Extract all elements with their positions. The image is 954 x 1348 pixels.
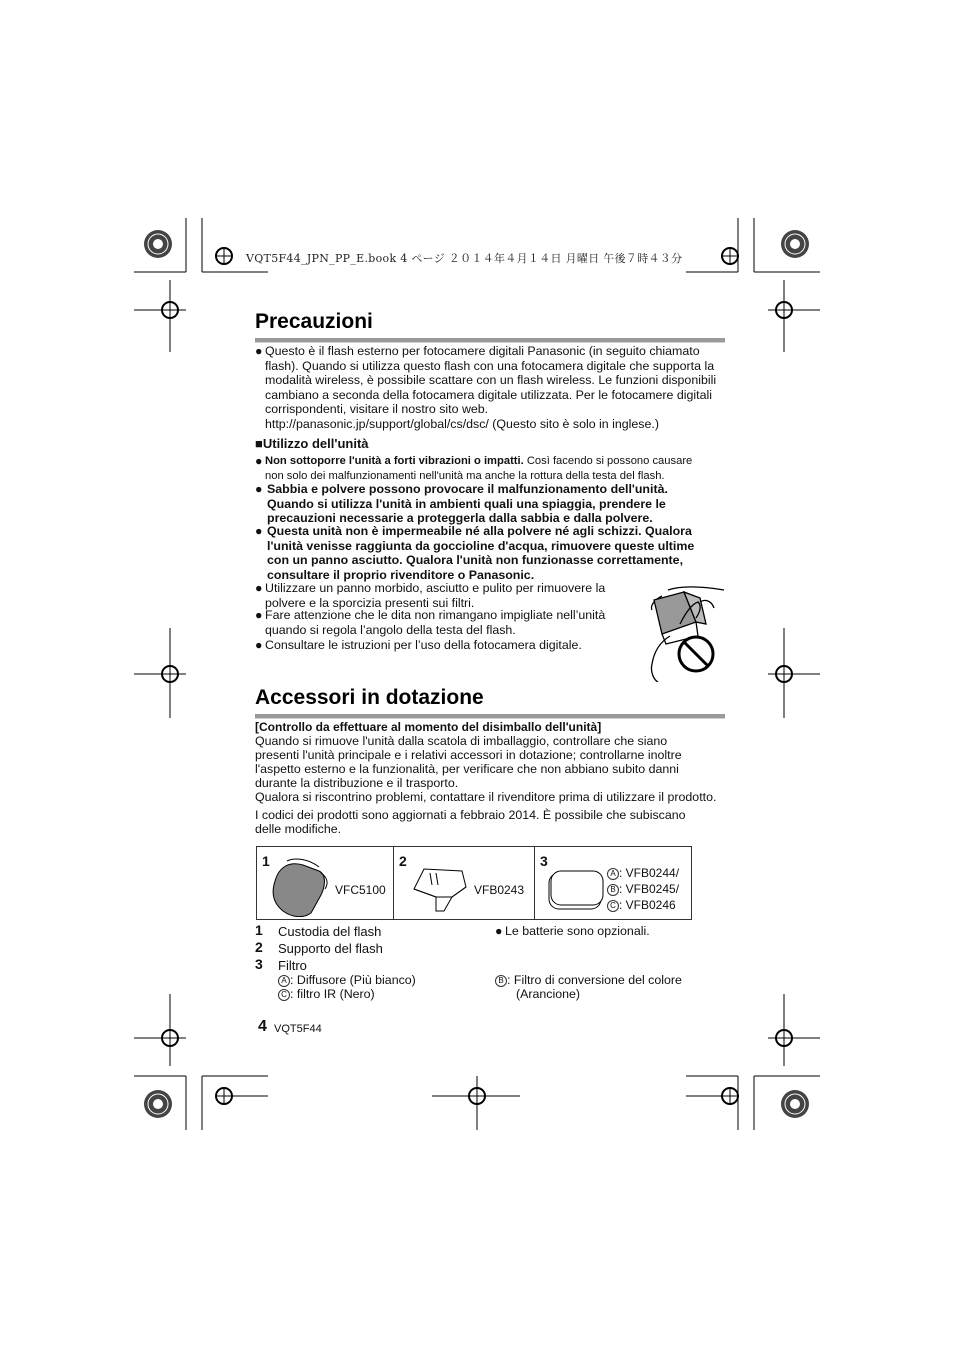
accessory-cell-2: 2 VFB0243 [394,847,535,920]
intro-bullet [255,344,725,432]
accessory-cell-3: 3 A : VFB0244/ B : VFB0245/ C : VFB0246 [535,847,692,920]
check-heading: [Controllo da effettuare al momento del disimballo dell'unità] [255,720,602,734]
bullet-icon: ● [255,344,263,358]
bullet-6: ● Consultare le istruzioni per l’uso della fotocamera digitale. [255,638,582,652]
bullet-3: ● Questa unità non è impermeabile né alla polvere né agli schizzi. Qualora l'unità venisse raggiunta da goccioline d'acqua, rimuovere queste ultime con un panno asciutto. Qualora l'unità non funzionasse correttamente, consultare il proprio rivenditore o Panasonic. [255,524,695,582]
batteries-note: ● Le batterie sono opzionali. [495,924,650,938]
bullet-icon: ● [255,482,263,496]
list-item-1: Custodia del flash [278,924,382,939]
square-icon: ■ [255,436,263,451]
title-rule [255,338,725,343]
subheading [255,436,369,451]
bullet-5: ● Fare attenzione che le dita non rimangano impigliate nell’unità quando si regola l’angolo della testa del flash. [255,608,606,637]
bullet-icon: ● [255,638,263,652]
precauzioni-title: Precauzioni [255,310,373,333]
bullet-icon: ● [255,608,263,622]
finger-caution-illustration [640,582,728,682]
list-number-3: 3 [255,956,263,972]
list-item-2: Supporto del flash [278,941,383,956]
intro-text: Questo è il flash esterno per fotocamere digitali Panasonic (in seguito chiamato flash). Quando si utilizza questo flash con una fotocamera digitale che supporta la modalità wireless, è possibile scattare con un flash wireless. Le funzioni disponibili cambiano a seconda della fotocamera digitale utilizzata. Per le fotocamere digitali corrispondenti, visitare il nostro sito web. [265,344,717,417]
bullet-1: ● Non sottoporre l'unità a forti vibrazioni o impatti. Così facendo si possono causare non solo dei malfunzionamenti nell'unità ma anche la rottura della testa del flash. [255,454,693,482]
accessories-table [256,846,692,920]
page-number: 4 [258,1018,267,1035]
list-number-2: 2 [255,939,263,955]
filter-illustration [545,867,609,913]
filter-b-desc: B : Filtro di conversione del colore (Arancione) [495,973,682,1001]
filter-a-desc: A : Diffusore (Più bianco) [278,973,416,987]
accessory-cell-1: 1 VFC5100 [257,847,394,920]
codes-paragraph: I codici dei prodotti sono aggiornati a febbraio 2014. È possibile che subiscano delle modifiche. [255,808,686,836]
flash-case-illustration [265,855,335,917]
bullet-icon: ● [255,454,263,468]
bullet-4: ● Utilizzare un panno morbido, asciutto e pulito per rimuovere la polvere e la sporcizia presenti sui filtri. [255,581,606,610]
circled-letter-b: B [607,884,619,896]
accessori-title: Accessori in dotazione [255,686,484,709]
check-paragraph: Quando si rimuove l'unità dalla scatola di imballaggio, controllare che siano presenti l'unità principale e i relativi accessori in dotazione; controllarne inoltre l'aspetto esterno e la funzionalità, per verificare che non abbiano subito danni durante la distribuzione e il trasporto. Qualora si riscontrino problemi, contattare il rivenditore prima di utilizzare il prodotto. [255,734,717,804]
bullet-icon: ● [255,524,263,538]
title-rule [255,714,725,719]
print-header: VQT5F44_JPN_PP_E.book 4 ページ ２０１４年４月１４日 月曜日 午後７時４３分 [246,252,683,265]
bullet-icon: ● [495,924,503,938]
circled-letter-c: C [607,900,619,912]
circled-letter-a: A [607,868,619,880]
bullet-2: ● Sabbia e polvere possono provocare il malfunzionamento dell'unità. Quando si utilizza l'unità in ambienti quali una spiaggia, prendere le precauzioni necessarie a proteggerla dalla sabbia e dalla polvere. [255,482,668,526]
intro-url-line: http://panasonic.jp/support/global/cs/dsc/ (Questo sito è solo in inglese.) [265,416,659,431]
list-number-1: 1 [255,922,263,938]
bullet-icon: ● [255,581,263,595]
filter-c-desc: C : filtro IR (Nero) [278,987,375,1001]
subheading-text: Utilizzo dell'unità [262,436,369,451]
list-item-3: Filtro [278,958,307,973]
flash-stand-illustration [408,861,472,917]
footer-code: VQT5F44 [274,1023,322,1035]
